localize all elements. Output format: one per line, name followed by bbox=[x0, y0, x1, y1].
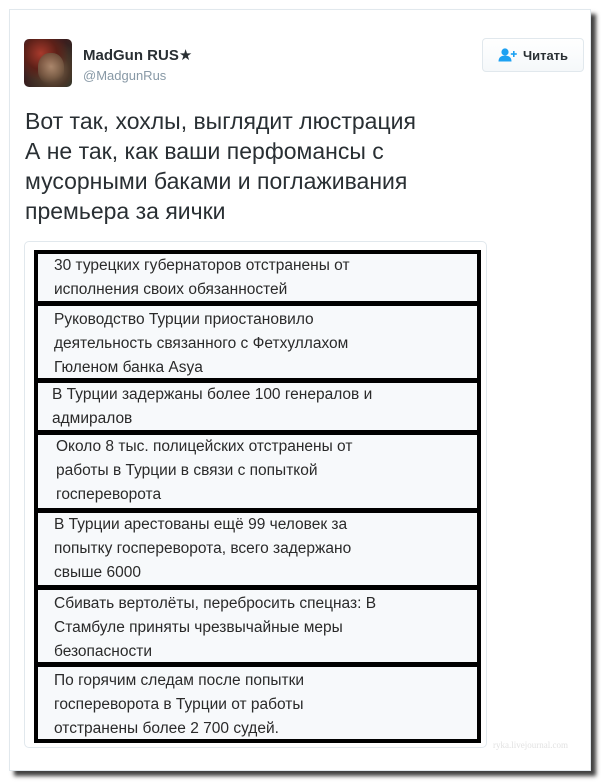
tweet-media-image[interactable] bbox=[24, 241, 487, 748]
headline-line: исполнения своих обязанностей bbox=[54, 281, 288, 298]
author-display-name[interactable]: MadGun RUS★ bbox=[83, 47, 193, 64]
headline-line: Руководство Турции приостановило bbox=[54, 311, 314, 328]
headline-line: Сбивать вертолёты, перебросить спецназ: В bbox=[54, 595, 377, 612]
watermark: ryka.livejournal.com bbox=[493, 740, 568, 750]
avatar[interactable] bbox=[24, 39, 72, 87]
headline-line: 30 турецких губернаторов отстранены от bbox=[54, 257, 350, 274]
tweet-text-line: А не так, как ваши перфомансы с bbox=[25, 138, 384, 164]
headline-line: адмиралов bbox=[52, 410, 133, 427]
tweet-card bbox=[9, 9, 591, 771]
headline-line: По горячим следам после попытки bbox=[54, 672, 305, 689]
headline-line: деятельность связанного с Фетхуллахом bbox=[54, 335, 349, 352]
tweet-text-line: мусорными баками и поглаживания bbox=[25, 168, 408, 194]
headline-line: Гюленом банка Asya bbox=[54, 359, 203, 376]
headlines-table bbox=[34, 250, 481, 743]
tweet-text-line: премьера за яички bbox=[25, 198, 226, 224]
follow-button-label: Читать bbox=[522, 47, 569, 63]
headline-line: В Турции арестованы ещё 99 человек за bbox=[54, 516, 348, 533]
headline-line: Около 8 тыс. полицейских отстранены от bbox=[56, 438, 353, 455]
author-handle[interactable]: @MadgunRus bbox=[83, 68, 167, 83]
headline-row bbox=[38, 667, 477, 739]
headline-line: Стамбуле приняты чрезвычайные меры bbox=[54, 619, 343, 636]
headline-line: госпереворота bbox=[56, 486, 162, 503]
headline-row bbox=[38, 435, 477, 513]
headline-line: В Турции задержаны более 100 генералов и bbox=[52, 386, 373, 403]
headline-row bbox=[38, 383, 477, 435]
avatar-face-icon bbox=[38, 53, 64, 83]
headline-line: безопасности bbox=[54, 643, 152, 660]
headline-line: свыше 6000 bbox=[54, 564, 141, 581]
tweet-text bbox=[25, 106, 495, 226]
headline-row bbox=[38, 306, 477, 383]
headline-line: госпереворота в Турции от работы bbox=[54, 696, 304, 713]
tweet-text-line: Вот так, хохлы, выглядит люстрация bbox=[25, 108, 416, 134]
headline-row bbox=[38, 590, 477, 667]
headline-line: отстранены более 2 700 судей. bbox=[54, 720, 279, 737]
headline-line: работы в Турции в связи с попыткой bbox=[56, 462, 318, 479]
headline-row bbox=[38, 254, 477, 306]
add-user-icon bbox=[498, 48, 518, 62]
follow-button[interactable] bbox=[482, 38, 584, 72]
headline-line: попытку госпереворота, всего задержано bbox=[54, 540, 352, 557]
headline-row bbox=[38, 513, 477, 590]
